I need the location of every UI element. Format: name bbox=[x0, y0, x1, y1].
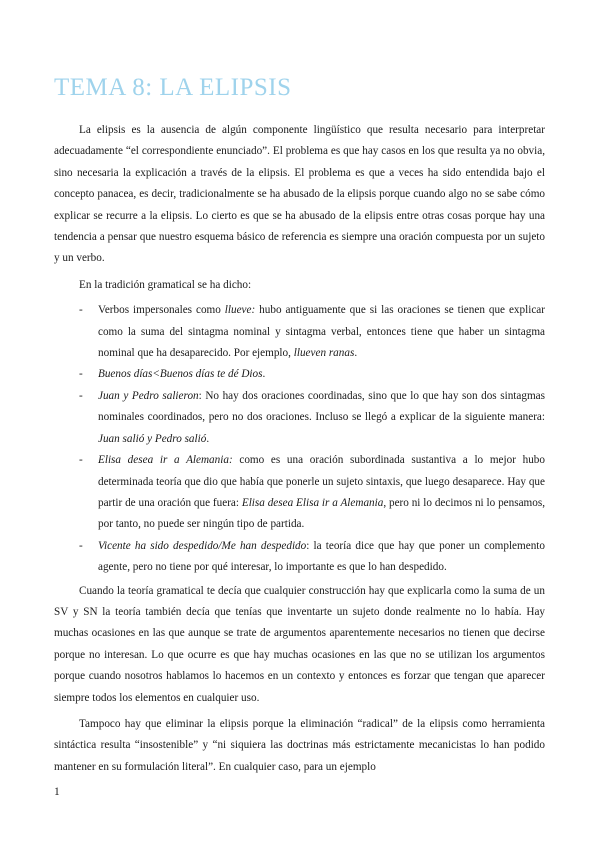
example-text: llueven ranas bbox=[293, 347, 355, 360]
list-bullet: - bbox=[79, 454, 83, 467]
example-text: Buenos días<Buenos días te dé Dios bbox=[98, 368, 263, 381]
list-bullet: - bbox=[79, 368, 83, 381]
example-text: Vicente ha sido despedido/Me han despedido bbox=[98, 539, 307, 552]
paragraph-theory: Cuando la teoría gramatical te decía que cualquier construcción hay que explicarla como la suma de un SV y SN la teoría también decía que tenías que inventarte un sujeto donde realmente no lo había. Hay muchas ocasiones en las que aunque se trate de argumentos aparentemente necesarios no tienen que decirse porque no interesan. Lo que ocurre es que hay muchas ocasiones en las que no se utilizan los argumentos porque cuando nosotros hablamos lo hacemos en un contexto y entonces es forzar que tengan que aparecer siempre todos los elementos en cualquier uso. bbox=[54, 584, 545, 704]
page-number: 1 bbox=[54, 786, 60, 798]
document-body bbox=[54, 120, 545, 778]
example-text: Elisa desea ir a Alemania: bbox=[98, 454, 233, 467]
list-item: - Elisa desea ir a Alemania: como es una oración subordinada sustantiva a lo mejor hubo determinada teoría que dio que había que ponerle un sujeto sintaxis, que luego desaparece. Hay que partir de una oración que fuera: Elisa desea Elisa ir a Alemania, pero ni lo decimos ni lo pensamos, por tanto, no puede ser ningún tipo de partida. bbox=[54, 450, 545, 536]
list-item: - Verbos impersonales como llueve: hubo antiguamente que si las oraciones se tienen que explicar como la suma del sintagma nominal y sintagma verbal, entonces tiene que haber un sintagma nominal que ha desaparecido. Por ejemplo, llueven ranas. bbox=[54, 300, 545, 364]
list-bullet: - bbox=[79, 304, 83, 317]
paragraph-tradition: En la tradición gramatical se ha dicho: bbox=[79, 278, 252, 291]
example-text: llueve: bbox=[224, 304, 256, 317]
example-text: Juan salió y Pedro salió bbox=[98, 432, 207, 445]
example-text: Elisa desea Elisa ir a Alemania bbox=[241, 496, 384, 509]
example-text: Juan y Pedro salieron bbox=[98, 389, 199, 402]
list-item: - Buenos días<Buenos días te dé Dios. bbox=[54, 364, 545, 385]
example-list bbox=[54, 300, 545, 578]
paragraph-intro: La elipsis es la ausencia de algún componente lingüístico que resulta necesario para interpretar adecuadamente “el correspondiente enunciado”. El problema es que hay casos en los que resulta ya no obvia, sino necesaria la explicación a través de la elipsis. El problema es que a veces ha sido entendida bajo el concepto panacea, es decir, tradicionalmente se ha abusado de la elipsis porque cuando algo no se sabe cómo explicar se recurre a la elipsis. Lo cierto es que se ha abusado de la elipsis entre otras cosas porque hay una tendencia a pensar que nuestro esquema básico de referencia es siempre una oración compuesta por un sujeto y un verbo. bbox=[54, 124, 545, 265]
list-bullet: - bbox=[79, 539, 83, 552]
list-item: - Juan y Pedro salieron: No hay dos oraciones coordinadas, sino que lo que hay son dos sintagmas nominales coordinados, pero no dos oraciones. Incluso se llegó a explicar de la siguiente manera: Juan salió y Pedro salió. bbox=[54, 386, 545, 450]
list-bullet: - bbox=[79, 389, 83, 402]
paragraph-conclusion: Tampoco hay que eliminar la elipsis porque la eliminación “radical” de la elipsis como herramienta sintáctica resulta “insostenible” y “ni siquiera las doctrinas más estrictamente mecanicistas lo han podido mantener en su formulación literal”. En cualquier caso, para un ejemplo bbox=[54, 717, 545, 773]
page-title: TEMA 8: LA ELIPSIS bbox=[54, 74, 292, 101]
list-item: - Vicente ha sido despedido/Me han despedido: la teoría dice que hay que poner un complemento agente, pero no tiene por qué interesar, lo importante es que lo han despedido. bbox=[54, 536, 545, 579]
